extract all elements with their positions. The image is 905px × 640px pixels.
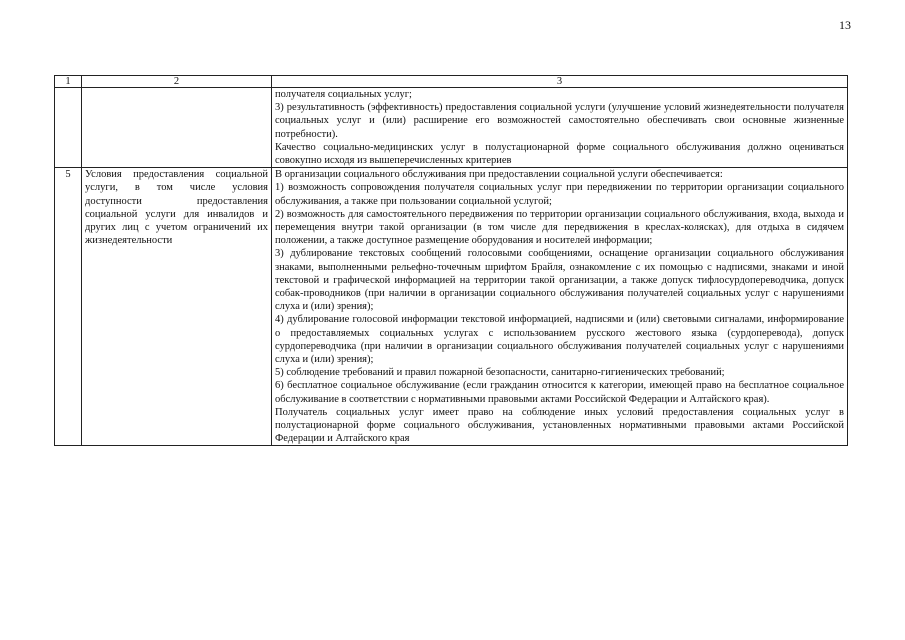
content-paragraph: 2) возможность для самостоятельного передвижения по территории организации социального обслуживания, входа, выхода и перемещения внутри такой организации (в том числе для передвижения в креслах-колясках), для отдыха в сидячем положении, а также доступное размещение оборудования и носителей информации; <box>275 208 844 247</box>
table-row-continuation <box>55 88 848 168</box>
content-paragraph: В организации социального обслуживания при предоставлении социальной услуги обеспечивается: <box>275 169 723 181</box>
header-cell-1: 1 <box>55 76 82 88</box>
content-paragraph: получателя социальных услуг; <box>275 89 412 100</box>
header-cell-3: 3 <box>272 76 848 88</box>
content-paragraph: Качество социально-медицинских услуг в полустационарной форме социального обслуживания должно оцениваться совокупно исходя из вышеперечисленных критериев <box>275 141 844 167</box>
content-paragraph: 3) дублирование текстовых сообщений голосовыми сообщениями, оснащение организации социального обслуживания знаками, выполненными рельефно-точечным шрифтом Брайля, ознакомление с их помощью с надписями, знаками и иной текстовой и графической информацией на территории такой организации, а также допуск тифлосурдопереводчика, допуск собак-проводников (при наличии в организации социального обслуживания получателей социальных услуг с нарушениями слуха и (или) зрения); <box>275 248 844 313</box>
content-paragraph: 5) соблюдение требований и правил пожарной безопасности, санитарно-гигиенических требований; <box>275 367 725 379</box>
row-name-cell <box>82 88 272 168</box>
table-row-5 <box>55 168 848 446</box>
page-number: 13 <box>839 18 851 32</box>
content-paragraph: 6) бесплатное социальное обслуживание (если гражданин относится к категории, имеющей право на бесплатное социальное обслуживание в соответствии с нормативными правовыми актами Российской Федерации и Алтайского края). <box>275 380 844 405</box>
content-paragraph: Получатель социальных услуг имеет право на соблюдение иных условий предоставления социальных услуг в полустационарной форме социального обслуживания, установленных нормативными правовыми актами Российской Федерации и Алтайского края <box>275 406 844 445</box>
content-paragraph: 4) дублирование голосовой информации текстовой информацией, надписями и (или) световыми сигналами, информирование о предоставляемых социальных услугах с использованием русского жестового языка (сурдоперевода), допуск сурдопереводчика (при наличии в организации социального обслуживания получателей социальных услуг с нарушениями слуха и (или) зрения); <box>275 314 844 366</box>
row-name-cell: Условия предоставления социальной услуги, в том числе условия доступности предоставления социальной услуги для инвалидов и других лиц с учетом ограничений их жизнедеятельности <box>82 168 272 446</box>
table-header-row <box>55 76 848 88</box>
content-paragraph: 3) результативность (эффективность) предоставления социальной услуги (улучшение условий жизнедеятельности получателя социальных услуг и (или) расширение его возможностей самостоятельно обеспечивать свои основные жизненные потребности). <box>275 102 844 140</box>
content-paragraph: 1) возможность сопровождения получателя социальных услуг при передвижении по территории организации социального обслуживания, а также при пользовании социальной услугой; <box>275 182 844 207</box>
row-number-cell <box>55 88 82 168</box>
row-content-cell <box>272 88 848 168</box>
services-table <box>54 75 848 446</box>
header-cell-2: 2 <box>82 76 272 88</box>
row-content-cell <box>272 168 848 446</box>
row-number-cell: 5 <box>55 168 82 446</box>
